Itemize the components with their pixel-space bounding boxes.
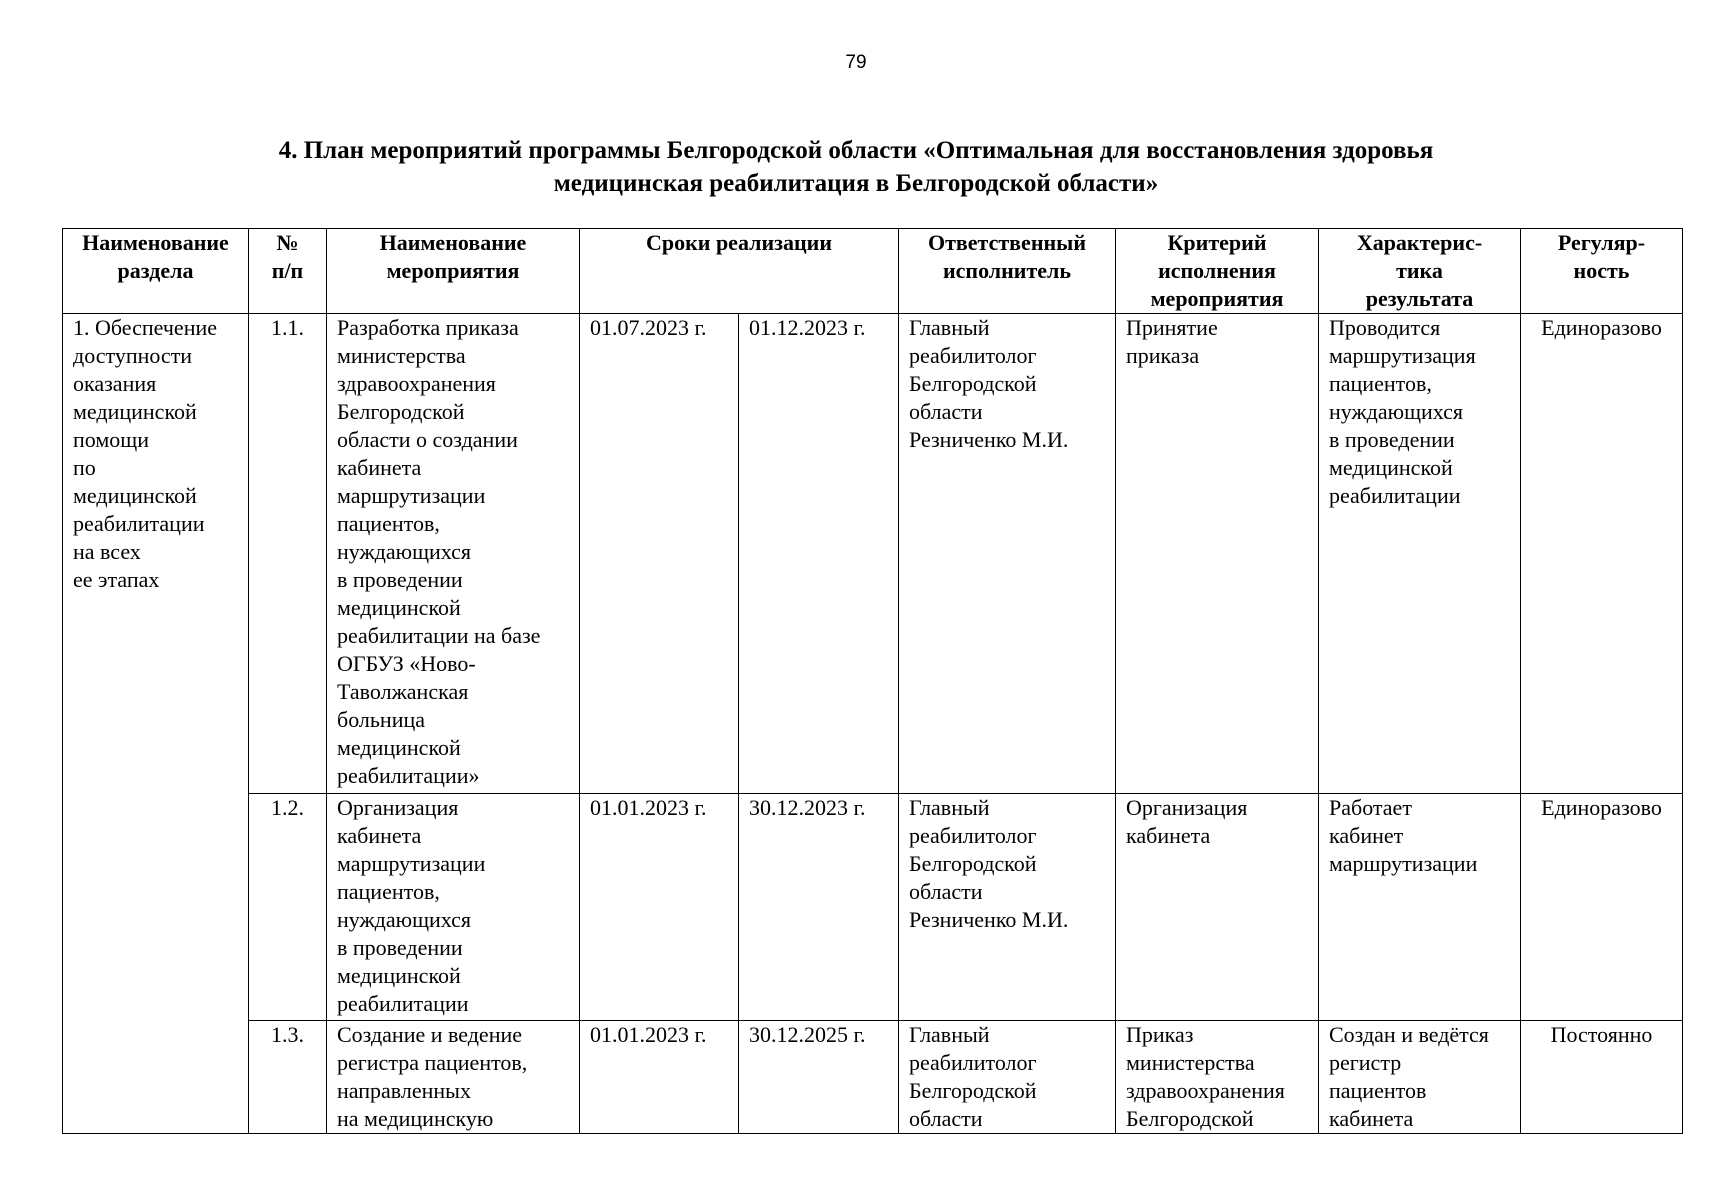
page-number: 79	[845, 52, 867, 73]
regularity: Единоразово	[1521, 794, 1683, 1021]
completion-criterion: Организация кабинета	[1116, 794, 1319, 1021]
end-date: 01.12.2023 г.	[739, 314, 899, 794]
regularity: Постоянно	[1521, 1021, 1683, 1134]
plan-table	[62, 228, 1683, 1134]
table-header-row	[63, 229, 1683, 314]
header-number: № п/п	[249, 229, 327, 314]
result-description: Проводится маршрутизация пациентов, нуждающихся в проведении медицинской реабилитации	[1319, 314, 1521, 794]
responsible-executor: Главный реабилитолог Белгородской области	[899, 1021, 1116, 1134]
row-number: 1.3.	[249, 1021, 327, 1134]
result-description: Работает кабинет маршрутизации	[1319, 794, 1521, 1021]
end-date: 30.12.2023 г.	[739, 794, 899, 1021]
document-title-line-2: медицинская реабилитация в Белгородской области»	[553, 170, 1159, 197]
header-terms: Сроки реализации	[580, 229, 899, 314]
start-date: 01.01.2023 г.	[580, 1021, 739, 1134]
header-responsible: Ответственный исполнитель	[899, 229, 1116, 314]
completion-criterion: Приказ министерства здравоохранения Белгородской	[1116, 1021, 1319, 1134]
header-criterion: Критерий исполнения мероприятия	[1116, 229, 1319, 314]
section-name: 1. Обеспечение доступности оказания медицинской помощи по медицинской реабилитации на всех ее этапах	[63, 314, 249, 1134]
table-row	[63, 314, 1683, 794]
completion-criterion: Принятие приказа	[1116, 314, 1319, 794]
table-row	[63, 794, 1683, 1021]
regularity: Единоразово	[1521, 314, 1683, 794]
result-description: Создан и ведётся регистр пациентов кабинета	[1319, 1021, 1521, 1134]
end-date: 30.12.2025 г.	[739, 1021, 899, 1134]
activity-name: Организация кабинета маршрутизации пациентов, нуждающихся в проведении медицинской реабилитации	[327, 794, 580, 1021]
row-number: 1.2.	[249, 794, 327, 1021]
start-date: 01.07.2023 г.	[580, 314, 739, 794]
header-result: Характерис- тика результата	[1319, 229, 1521, 314]
responsible-executor: Главный реабилитолог Белгородской области Резниченко М.И.	[899, 794, 1116, 1021]
header-activity: Наименование мероприятия	[327, 229, 580, 314]
document-title	[120, 134, 1592, 200]
activity-name: Разработка приказа министерства здравоохранения Белгородской области о создании кабинета маршрутизации пациентов, нуждающихся в проведении медицинской реабилитации на базе ОГБУЗ «Ново- Таволжанская больница медицинской реабилитации»	[327, 314, 580, 794]
row-number: 1.1.	[249, 314, 327, 794]
header-section: Наименование раздела	[63, 229, 249, 314]
responsible-executor: Главный реабилитолог Белгородской области Резниченко М.И.	[899, 314, 1116, 794]
table-row	[63, 1021, 1683, 1134]
start-date: 01.01.2023 г.	[580, 794, 739, 1021]
header-regularity: Регуляр- ность	[1521, 229, 1683, 314]
document-title-line-1: 4. План мероприятий программы Белгородской области «Оптимальная для восстановления здоровья	[278, 137, 1434, 164]
activity-name: Создание и ведение регистра пациентов, направленных на медицинскую	[327, 1021, 580, 1134]
